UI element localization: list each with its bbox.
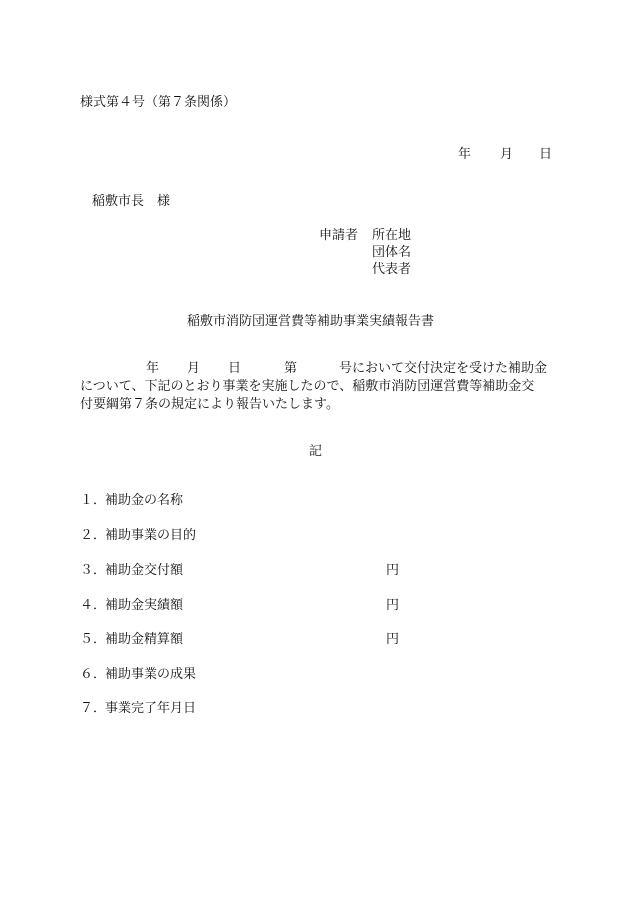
list-item bbox=[0, 528, 630, 544]
body-month: 月 bbox=[187, 361, 201, 376]
body-dai: 第 bbox=[284, 361, 298, 376]
item-label: 補助金の名称 bbox=[105, 493, 184, 508]
applicant-organization-label: 団体名 bbox=[372, 245, 412, 260]
body-line1-rest: 号において交付決定を受けた補助金 bbox=[339, 361, 548, 376]
form-number: 様式第４号（第７条関係） bbox=[80, 95, 237, 110]
item-label: 補助金精算額 bbox=[105, 632, 184, 647]
list-item bbox=[0, 493, 630, 509]
item-number: ２． bbox=[80, 528, 107, 543]
ki-heading: 記 bbox=[309, 444, 323, 459]
date-year-label: 年 bbox=[458, 147, 472, 162]
date-day-label: 日 bbox=[539, 147, 553, 162]
item-label: 補助金交付額 bbox=[105, 563, 184, 578]
body-day: 日 bbox=[228, 361, 242, 376]
item-number: ３． bbox=[80, 563, 107, 578]
applicant-label: 申請者 bbox=[319, 228, 359, 243]
item-label: 事業完了年月日 bbox=[105, 701, 197, 716]
list-item bbox=[0, 632, 630, 648]
document-title: 稲敷市消防団運営費等補助事業実績報告書 bbox=[187, 314, 435, 329]
item-unit: 円 bbox=[386, 563, 400, 578]
applicant-address-label: 所在地 bbox=[372, 228, 412, 243]
list-item bbox=[0, 667, 630, 683]
list-item bbox=[0, 598, 630, 614]
item-number: ４． bbox=[80, 598, 107, 613]
item-unit: 円 bbox=[386, 598, 400, 613]
body-year: 年 bbox=[146, 361, 160, 376]
addressee: 稲敷市長 様 bbox=[92, 194, 171, 209]
item-label: 補助金実績額 bbox=[105, 598, 184, 613]
item-number: ７． bbox=[80, 701, 107, 716]
item-label: 補助事業の成果 bbox=[105, 667, 197, 682]
item-unit: 円 bbox=[386, 632, 400, 647]
item-number: １． bbox=[80, 493, 107, 508]
applicant-representative-label: 代表者 bbox=[372, 262, 412, 277]
item-number: ６． bbox=[80, 667, 107, 682]
date-month-label: 月 bbox=[500, 147, 514, 162]
item-number: ５． bbox=[80, 632, 107, 647]
body-line2: について、下記のとおり事業を実施したので、稲敷市消防団運営費等補助金交 bbox=[80, 379, 535, 394]
body-line3: 付要綱第７条の規定により報告いたします。 bbox=[80, 397, 339, 412]
item-label: 補助事業の目的 bbox=[105, 528, 197, 543]
list-item bbox=[0, 563, 630, 579]
list-item bbox=[0, 701, 630, 717]
